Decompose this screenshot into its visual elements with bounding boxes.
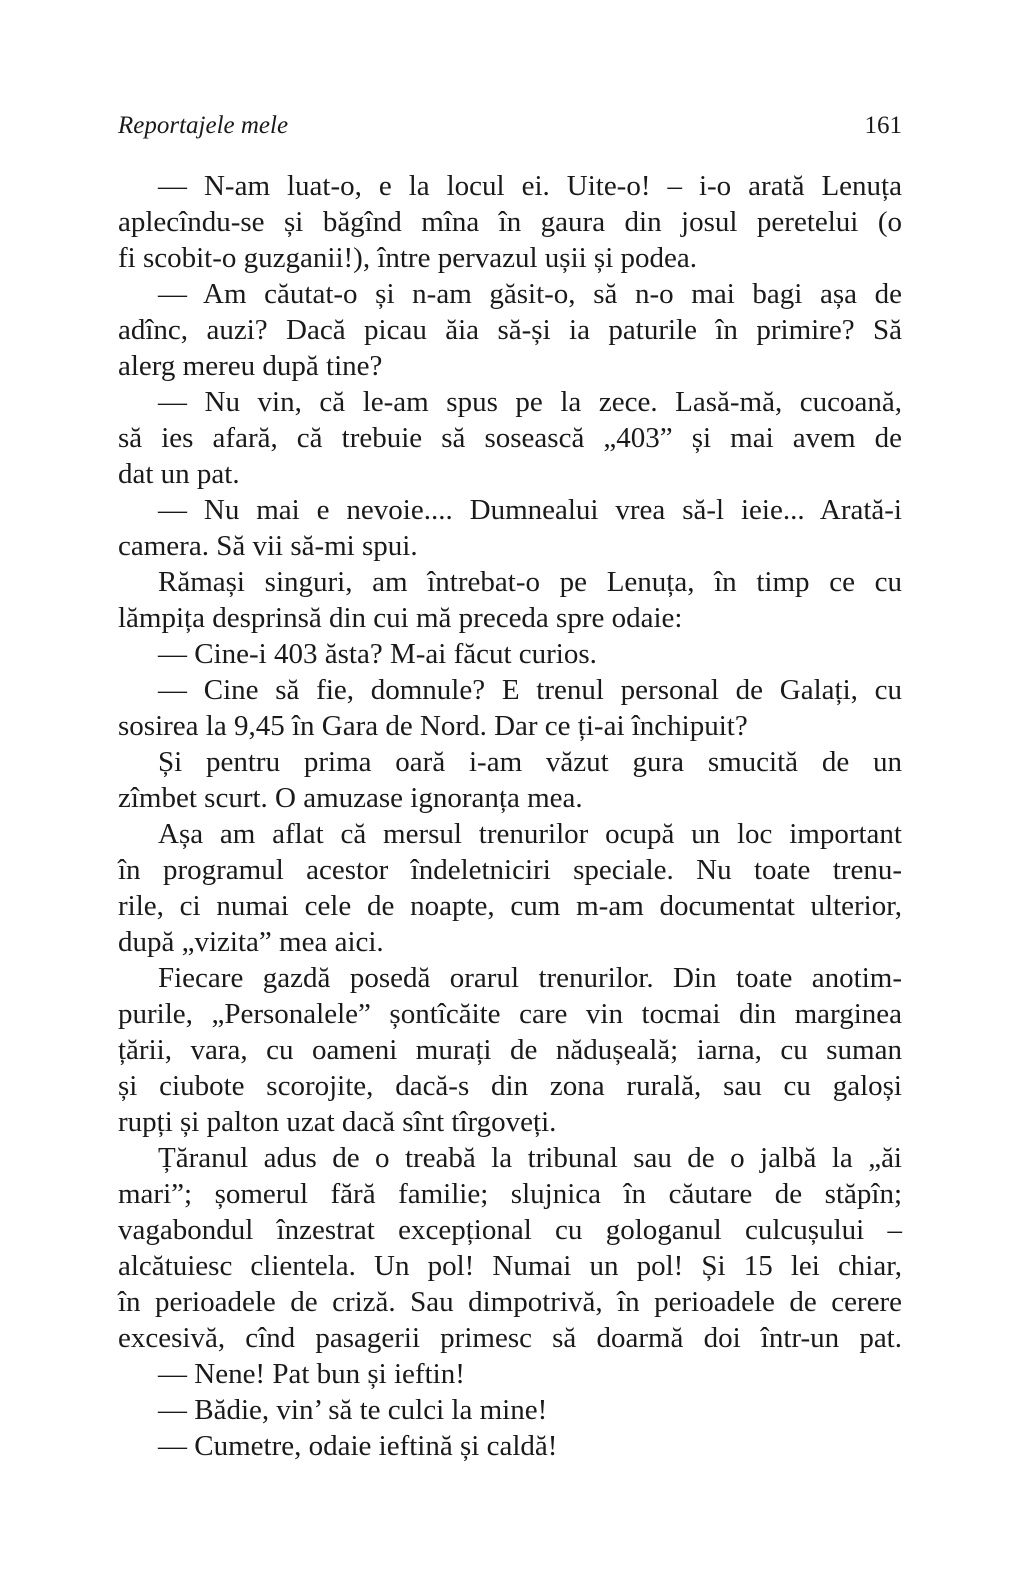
- text-line: după „vizita” mea aici.: [118, 926, 384, 958]
- text-line: Rămași singuri, am întrebat-o pe Lenuța, în timp ce cu: [158, 566, 902, 598]
- text-line: în programul acestor îndeletniciri speciale. Nu toate trenu-: [118, 854, 902, 886]
- text-line: Și pentru prima oară i-am văzut gura smucită de un: [158, 746, 902, 778]
- text-line: — Nu vin, că le-am spus pe la zece. Lasă-mă, cucoană,: [158, 386, 902, 418]
- text-line: și ciubote scorojite, dacă-s din zona rurală, sau cu galoși: [118, 1070, 902, 1102]
- text-line: purile, „Personalele” șontîcăite care vin tocmai din marginea: [118, 998, 902, 1030]
- text-line: camera. Să vii să-mi spui.: [118, 530, 418, 562]
- text-line: — Cumetre, odaie ieftină și caldă!: [158, 1430, 558, 1462]
- text-line: alcătuiesc clientela. Un pol! Numai un pol! Și 15 lei chiar,: [118, 1250, 902, 1282]
- text-line: excesivă, cînd pasagerii primesc să doarmă doi într-un pat.: [118, 1322, 902, 1354]
- text-line: Țăranul adus de o treabă la tribunal sau de o jalbă la „ăi: [158, 1142, 902, 1174]
- text-line: să ies afară, că trebuie să sosească „403” și mai avem de: [118, 422, 902, 454]
- page-number: 161: [864, 112, 902, 139]
- text-line: — Bădie, vin’ să te culci la mine!: [158, 1394, 548, 1426]
- text-line: sosirea la 9,45 în Gara de Nord. Dar ce ți-ai închipuit?: [118, 710, 748, 742]
- text-line: zîmbet scurt. O amuzase ignoranța mea.: [118, 782, 583, 814]
- text-line: Fiecare gazdă posedă orarul trenurilor. Din toate anotim-: [158, 962, 902, 994]
- text-line: — Cine să fie, domnule? E trenul personal de Galați, cu: [158, 674, 902, 706]
- text-line: — N-am luat-o, e la locul ei. Uite-o! – i-o arată Lenuța: [158, 170, 902, 202]
- running-header: [118, 108, 902, 144]
- text-line: adînc, auzi? Dacă picau ăia să-și ia paturile în primire? Să: [118, 314, 902, 346]
- text-line: vagabondul înzestrat excepțional cu gologanul culcușului –: [118, 1214, 902, 1246]
- text-line: alerg mereu după tine?: [118, 350, 383, 382]
- text-line: lămpița desprinsă din cui mă preceda spre odaie:: [118, 602, 683, 634]
- running-title: Reportajele mele: [118, 112, 289, 139]
- text-line: — Nu mai e nevoie.... Dumnealui vrea să-l ieie... Arată-i: [158, 494, 902, 526]
- text-line: Așa am aflat că mersul trenurilor ocupă un loc important: [158, 818, 902, 850]
- text-line: în perioadele de criză. Sau dimpotrivă, în perioadele de cerere: [118, 1286, 902, 1318]
- text-line: rupți și palton uzat dacă sînt tîrgoveți.: [118, 1106, 557, 1138]
- text-line: — Am căutat-o și n-am găsit-o, să n-o mai bagi așa de: [158, 278, 902, 310]
- text-line: — Cine-i 403 ăsta? M-ai făcut curios.: [158, 638, 597, 670]
- text-line: dat un pat.: [118, 458, 240, 490]
- text-line: fi scobit-o guzganii!), între pervazul ușii și podea.: [118, 242, 698, 274]
- text-line: mari”; șomerul fără familie; slujnica în căutare de stăpîn;: [118, 1178, 902, 1210]
- text-line: țării, vara, cu oameni murați de nădușeală; iarna, cu suman: [118, 1034, 902, 1066]
- text-line: aplecîndu-se și băgînd mîna în gaura din josul peretelui (o: [118, 206, 902, 238]
- text-line: rile, ci numai cele de noapte, cum m-am documentat ulterior,: [118, 890, 902, 922]
- text-line: — Nene! Pat bun și ieftin!: [158, 1358, 465, 1390]
